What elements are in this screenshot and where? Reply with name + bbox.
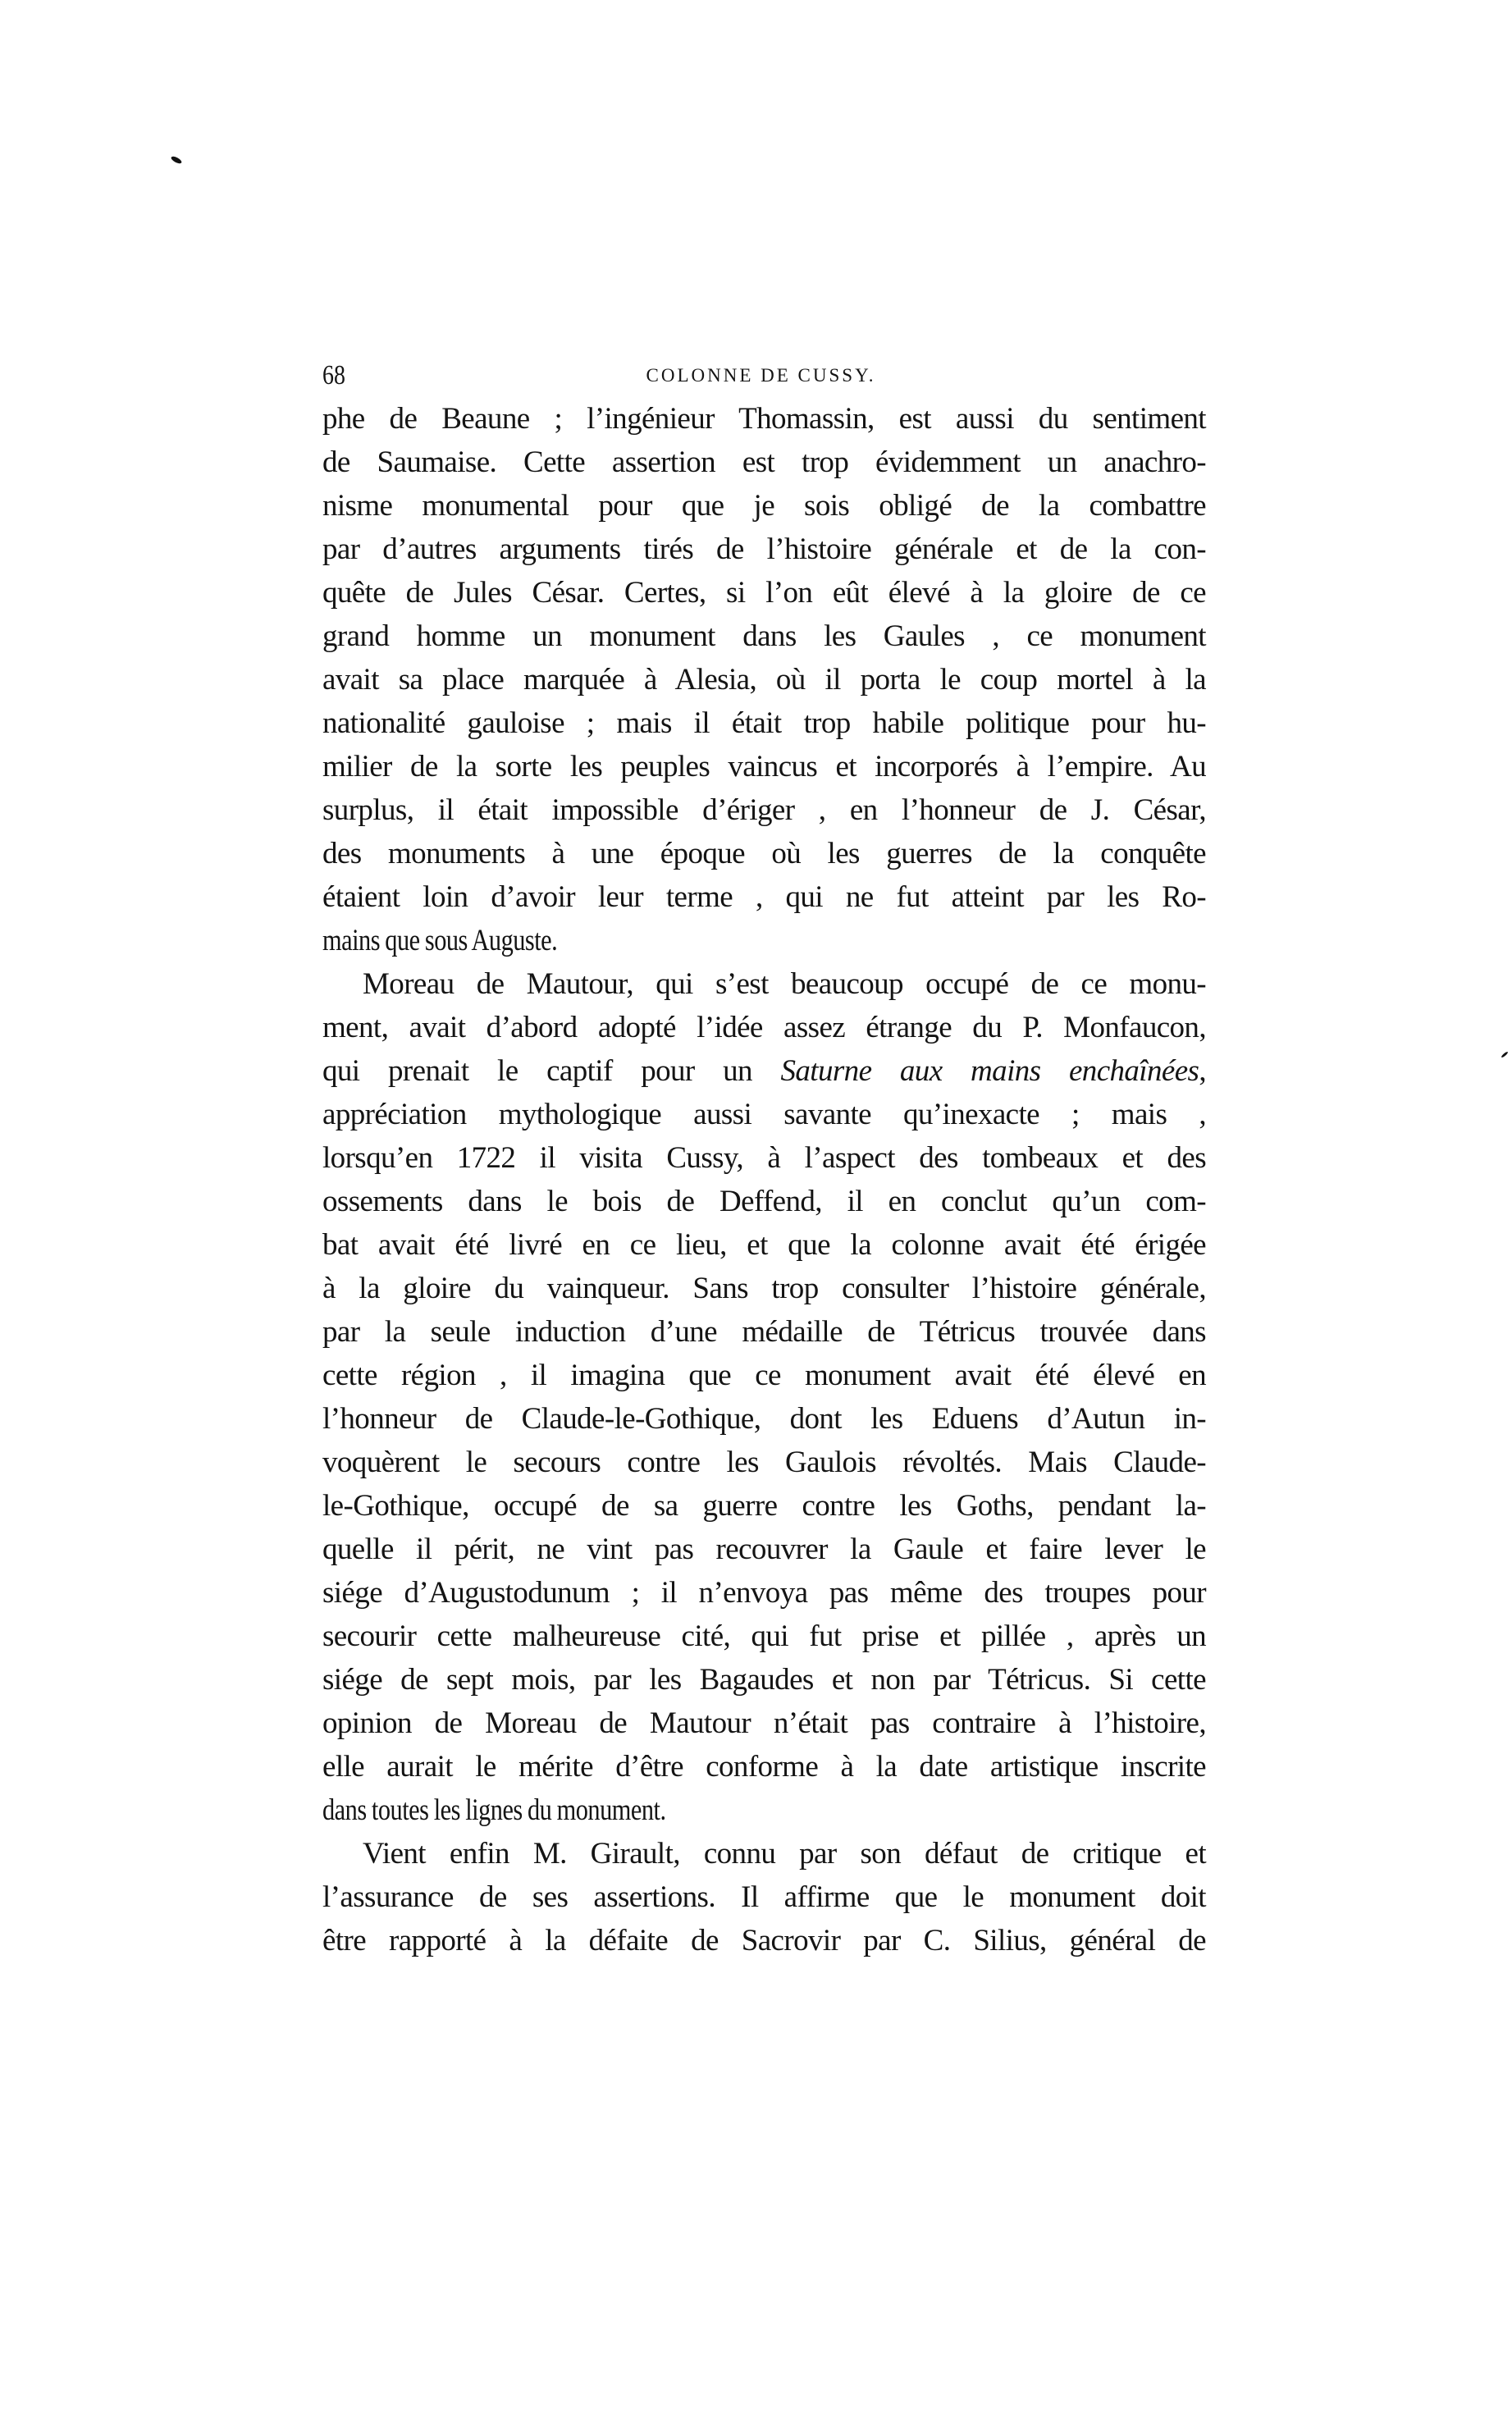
- text-line: grand homme un monument dans les Gaules , ce monument: [322, 619, 1206, 653]
- text-line: le-Gothique, occupé de sa guerre contre les Goths, pendant la-: [322, 1489, 1206, 1523]
- text-line: elle aurait le mérite d’être conforme à la date artistique inscrite: [322, 1750, 1206, 1784]
- text-line: des monuments à une époque où les guerres de la conquête: [322, 837, 1206, 870]
- running-title: COLONNE DE CUSSY.: [646, 365, 876, 386]
- text-line: voquèrent le secours contre les Gaulois révoltés. Mais Claude-: [322, 1446, 1206, 1479]
- text-line: nationalité gauloise ; mais il était trop habile politique pour hu-: [322, 706, 1206, 740]
- text-line: milier de la sorte les peuples vaincus et incorporés à l’empire. Au: [322, 750, 1206, 783]
- text-line: être rapporté à la défaite de Sacrovir par C. Silius, général de: [322, 1924, 1206, 1957]
- text-line: à la gloire du vainqueur. Sans trop consulter l’histoire générale,: [322, 1272, 1206, 1305]
- italic-title: Saturne aux mains enchaînées: [780, 1054, 1199, 1088]
- scan-speck-mark: [1501, 1051, 1509, 1058]
- text-line: bat avait été livré en ce lieu, et que la colonne avait été érigée: [322, 1228, 1206, 1262]
- text-line: phe de Beaune ; l’ingénieur Thomassin, est aussi du sentiment: [322, 402, 1206, 436]
- text-line: [322, 1049, 1206, 1093]
- text-line: mains que sous Auguste.: [322, 924, 558, 957]
- text-line: appréciation mythologique aussi savante qu’inexacte ; mais ,: [322, 1098, 1206, 1131]
- text-line: siége de sept mois, par les Bagaudes et non par Tétricus. Si cette: [322, 1663, 1206, 1697]
- text-line: secourir cette malheureuse cité, qui fut prise et pillée , après un: [322, 1619, 1206, 1653]
- text-line: lorsqu’en 1722 il visita Cussy, à l’aspect des tombeaux et des: [322, 1141, 1206, 1175]
- text-line: l’honneur de Claude-le-Gothique, dont les Eduens d’Autun in-: [322, 1402, 1206, 1436]
- text-line: opinion de Moreau de Mautour n’était pas contraire à l’histoire,: [322, 1706, 1206, 1740]
- text-line: surplus, il était impossible d’ériger , en l’honneur de J. César,: [322, 793, 1206, 827]
- text-line: siége d’Augustodunum ; il n’envoya pas même des troupes pour: [322, 1576, 1206, 1610]
- text-line: quête de Jules César. Certes, si l’on eût élevé à la gloire de ce: [322, 576, 1206, 610]
- text-line: par d’autres arguments tirés de l’histoire générale et de la con-: [322, 532, 1206, 566]
- text-line: ment, avait d’abord adopté l’idée assez étrange du P. Monfaucon,: [322, 1011, 1206, 1044]
- paragraph-first-line: Moreau de Mautour, qui s’est beaucoup occupé de ce monu-: [363, 967, 1206, 1001]
- text-line: ossements dans le bois de Deffend, il en conclut qu’un com-: [322, 1185, 1206, 1218]
- text-line: de Saumaise. Cette assertion est trop évidemment un anachro-: [322, 445, 1206, 479]
- text-run: qui prenait le captif pour un: [322, 1054, 781, 1088]
- page-number: 68: [322, 360, 345, 391]
- text-line: étaient loin d’avoir leur terme , qui ne fut atteint par les Ro-: [322, 880, 1206, 914]
- text-line: par la seule induction d’une médaille de Tétricus trouvée dans: [322, 1315, 1206, 1349]
- text-line: dans toutes les lignes du monument.: [322, 1793, 666, 1827]
- text-line: nisme monumental pour que je sois obligé de la combattre: [322, 489, 1206, 523]
- text-line: avait sa place marquée à Alesia, où il porta le coup mortel à la: [322, 663, 1206, 697]
- scan-speck-mark: [170, 155, 182, 165]
- body-text: [322, 397, 1206, 1962]
- book-page: [322, 358, 1206, 1962]
- text-run: ,: [1199, 1054, 1206, 1088]
- running-head: [322, 358, 1206, 394]
- paragraph-first-line: Vient enfin M. Girault, connu par son défaut de critique et: [363, 1837, 1206, 1871]
- text-line: cette région , il imagina que ce monument avait été élevé en: [322, 1359, 1206, 1392]
- text-line: quelle il périt, ne vint pas recouvrer la Gaule et faire lever le: [322, 1533, 1206, 1566]
- text-line: l’assurance de ses assertions. Il affirme que le monument doit: [322, 1880, 1206, 1914]
